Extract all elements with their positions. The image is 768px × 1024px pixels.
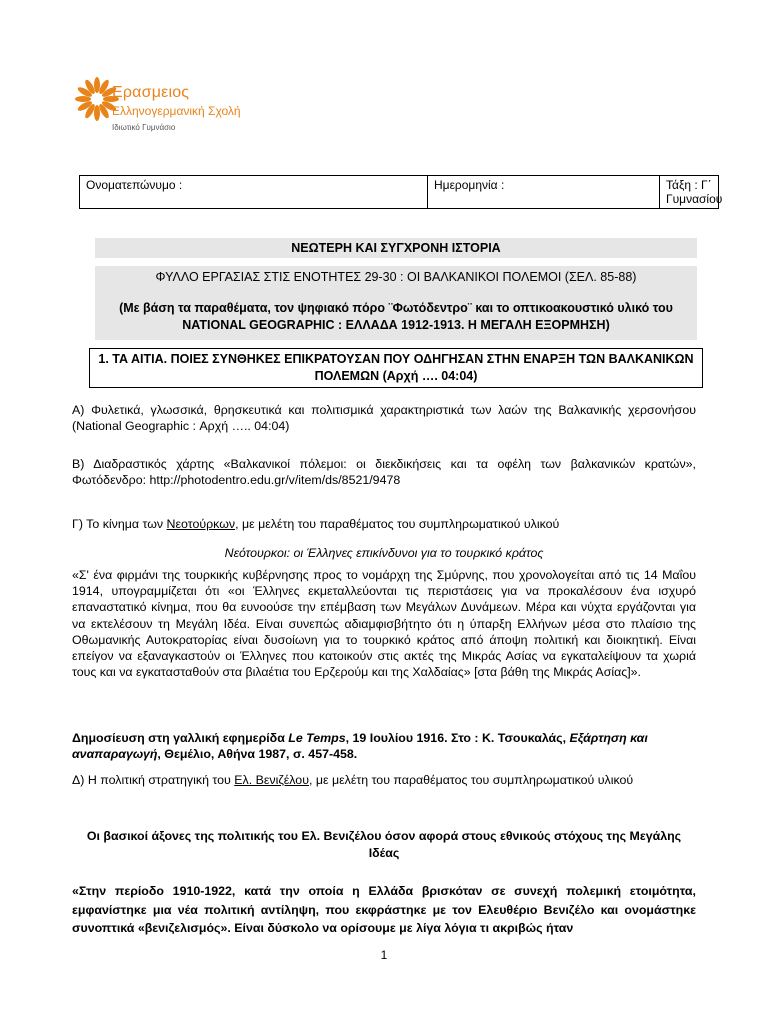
worksheet-title: ΦΥΛΛΟ ΕΡΓΑΣΙΑΣ ΣΤΙΣ ΕΝΟΤΗΤΕΣ 29-30 : ΟΙ ΒΑΛΚΑΝΙΚΟΙ ΠΟΛΕΜΟΙ (ΣΕΛ. 85-88) bbox=[155, 270, 637, 284]
quote-body: «Σ' ένα φιρμάνι της τουρκικής κυβέρνησης προς το νομάρχη της Σμύρνης, που χρονολογείται από τις 14 Μαΐου 1914, υπογραμμίζεται ότι «οι Έλληνες εκμεταλλεύονται τις περιστάσεις για να προκαλέσουν ένα ισχυρό επαναστατικό κίνημα, που θα ευνοούσε την επέμβαση των Μεγάλων Δυνάμεων. Μέρα και νύχτα εργάζονται για να εκτελέσουν τη Μεγάλη Ιδέα. Είναι συνεπώς αδιαμφισβήτητο ότι η ύπαρξη Ελλήνων μέσα στο πλαίσιο της Οθωμανικής Αυτοκρατορίας είναι δυσοίωνη για το τουρκικό κράτος από άποψη πολιτική και διοικητική. Είναι επείγον να εξαναγκαστούν οι Έλληνες που κατοικούν στις ακτές της Μικράς Ασίας να εγκαταλείψουν τα χωριά τους και να εγκατασταθούν στα βιλαέτια του Ερζερούμ και της Χαλδαίας» [στα βάθη της Μικράς Ασίας]». bbox=[72, 568, 696, 680]
task-b: Β) Διαδραστικός χάρτης «Βαλκανικοί πόλεμοι: οι διεκδικήσεις και τα οφέλη των βαλκανικών κρατών», Φωτόδενδρο: http://photodentro.edu.gr/v/item/ds/8521/9478 bbox=[72, 457, 696, 487]
school-fullname: Ελληνογερμανική Σχολή bbox=[112, 104, 241, 118]
venizelos-heading: Οι βασικοί άξονες της πολιτικής του Ελ. Βενιζέλου όσον αφορά στους εθνικούς στόχους της Μεγάλης Ιδέας bbox=[86, 829, 682, 860]
page-number: 1 bbox=[380, 948, 388, 962]
task-d-text-end: , με μελέτη του παραθέματος του συμπληρωματικού υλικού bbox=[308, 773, 634, 787]
subject-title: ΝΕΩΤΕΡΗ ΚΑΙ ΣΥΓΧΡΟΝΗ ΙΣΤΟΡΙΑ bbox=[95, 238, 697, 258]
worksheet-subtitle: (Με βάση τα παραθέματα, τον ψηφιακό πόρο ¨Φωτόδεντρο¨ και το οπτικοακουστικό υλικό του NATIONAL GEOGRAPHIC : ΕΛΛΑΔΑ 1912-1913. Η ΜΕΓΑΛΗ ΕΞΟΡΜΗΣΗ) bbox=[119, 301, 673, 332]
name-field[interactable]: Ονοματεπώνυμο : bbox=[80, 176, 428, 208]
source-book: Εξάρτηση και αναπαραγωγή bbox=[72, 731, 648, 762]
school-subtitle: Ιδιωτικό Γυμνάσιο bbox=[112, 123, 176, 132]
source-text-2: , 19 Ιουλίου 1916. Στο : Κ. Τσουκαλάς, bbox=[345, 731, 570, 745]
quote-title: Νεότουρκοι: οι Έλληνες επικίνδυνοι για το τουρκικό κράτος bbox=[224, 546, 544, 560]
task-c-text: Γ) Το κίνημα των bbox=[72, 517, 167, 531]
venizelos-link[interactable]: Ελ. Βενιζέλου bbox=[234, 773, 309, 787]
date-field[interactable]: Ημερομηνία : bbox=[428, 176, 660, 208]
task-c-text-end: , με μελέτη του παραθέματος του συμπληρωματικού υλικού bbox=[235, 517, 560, 531]
quote-source bbox=[72, 730, 696, 762]
class-field: Τάξη : Γ΄ Γυμνασίου bbox=[666, 178, 723, 206]
student-info-table bbox=[79, 175, 723, 209]
task-c bbox=[72, 516, 696, 532]
task-d bbox=[72, 772, 696, 788]
task-a: Α) Φυλετικά, γλωσσικά, θρησκευτικά και πολιτισμικά χαρακτηριστικά των λαών της Βαλκανικής χερσονήσου (National Geographic : Αρχή ….. 04:04) bbox=[72, 403, 696, 433]
source-text-3: , Θεμέλιο, Αθήνα 1987, σ. 457-458. bbox=[157, 747, 358, 762]
task-d-text: Δ) Η πολιτική στρατηγική του bbox=[72, 773, 235, 787]
source-text: Δημοσίευση στη γαλλική εφημερίδα bbox=[72, 731, 289, 745]
school-name: Ερασμειος bbox=[112, 84, 190, 101]
venizelos-quote: «Στην περίοδο 1910-1922, κατά την οποία η Ελλάδα βρισκόταν σε συνεχή πολεμική ετοιμότητα, εμφανίστηκε μια νέα πολιτική αντίληψη, που εκφράστηκε με τον Ελευθέριο Βενιζέλο και ονομάστηκε συνοπτικά «βενιζελισμός». Είναι δύσκολο να ορίσουμε με λίγα λόγια τι ακριβώς ήταν bbox=[72, 884, 696, 935]
young-turks-link[interactable]: Νεοτούρκων bbox=[166, 517, 236, 531]
section-heading-causes: 1. ΤΑ ΑΙΤΙΑ. ΠΟΙΕΣ ΣΥΝΘΗΚΕΣ ΕΠΙΚΡΑΤΟΥΣΑΝ ΠΟΥ ΟΔΗΓΗΣΑΝ ΣΤΗΝ ΕΝΑΡΞΗ ΤΩΝ ΒΑΛΚΑΝΙΚΩΝ ΠΟΛΕΜΩΝ (Αρχή …. 04:04) bbox=[89, 348, 703, 388]
worksheet-header bbox=[95, 266, 697, 340]
source-newspaper: Le Temps bbox=[288, 731, 346, 745]
